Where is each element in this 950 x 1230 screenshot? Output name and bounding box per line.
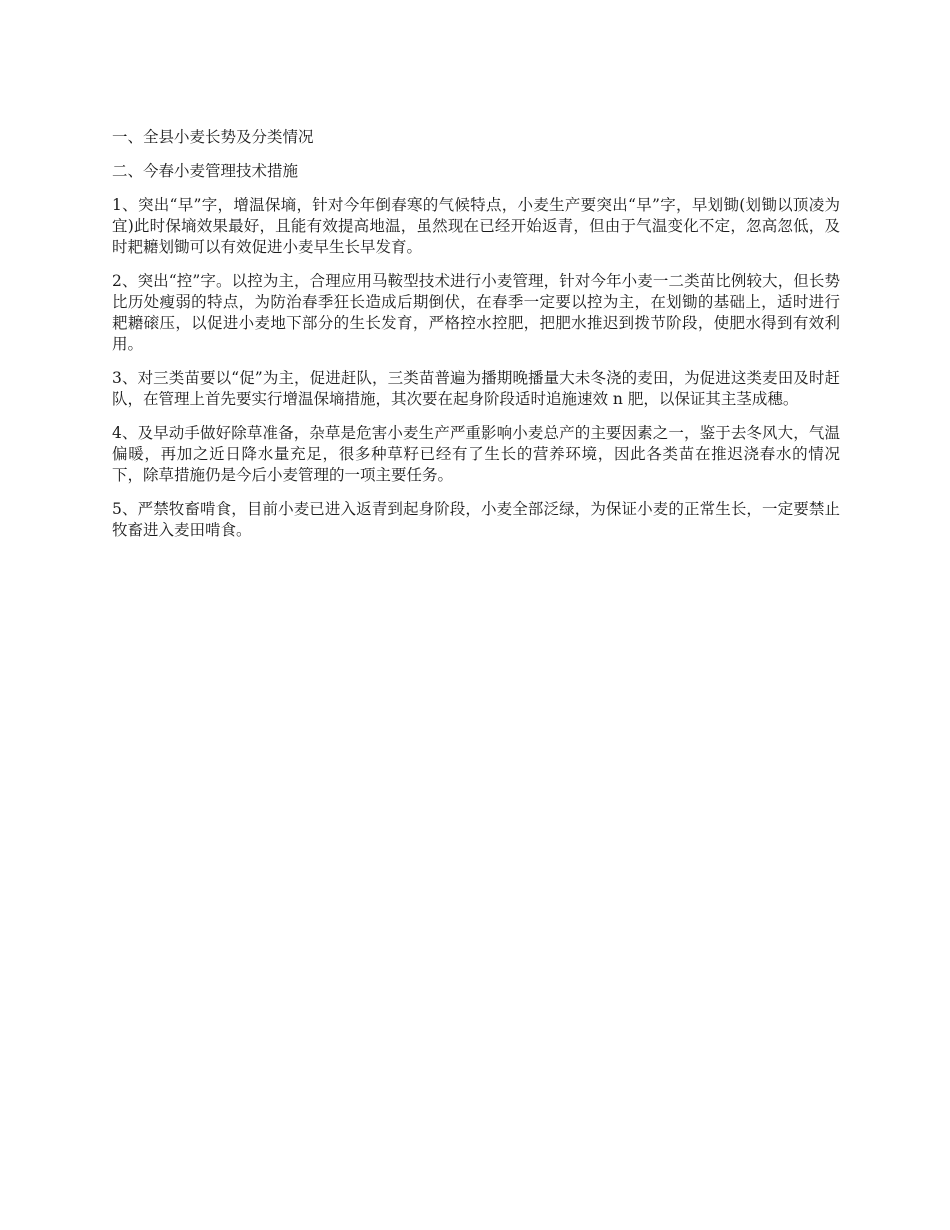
document-body	[112, 127, 840, 554]
paragraph-item-5: 5、严禁牧畜啃食，目前小麦已进入返青到起身阶段，小麦全部泛绿，为保证小麦的正常生长，一定要禁止牧畜进入麦田啃食。	[112, 500, 840, 539]
paragraph-item-3: 3、对三类苗要以“促”为主，促进赶队，三类苗普遍为播期晚播量大未冬浇的麦田，为促进这类麦田及时赶队，在管理上首先要实行增温保墒措施，其次要在起身阶段适时追施速效 n 肥，以保证其主茎成穗。	[112, 369, 840, 408]
section-heading-1: 一、全县小麦长势及分类情况	[112, 128, 314, 146]
paragraph-item-4: 4、及早动手做好除草准备，杂草是危害小麦生产严重影响小麦总产的主要因素之一，鉴于去冬风大，气温偏暖，再加之近日降水量充足，很多种草籽已经有了生长的营养环境，因此各类苗在推迟浇春水的情况下，除草措施仍是今后小麦管理的一项主要任务。	[112, 424, 840, 484]
section-heading-2: 二、今春小麦管理技术措施	[112, 162, 299, 180]
paragraph-item-2: 2、突出“控”字。以控为主，合理应用马鞍型技术进行小麦管理，针对今年小麦一二类苗比例较大，但长势比历处瘦弱的特点，为防治春季狂长造成后期倒伏，在春季一定要以控为主，在划锄的基础上，适时进行耙耱磙压，以促进小麦地下部分的生长发育，严格控水控肥，把肥水推迟到拨节阶段，使肥水得到有效利用。	[112, 272, 840, 353]
paragraph-item-1: 1、突出“早”字，增温保墒，针对今年倒春寒的气候特点，小麦生产要突出“早”字，早划锄(划锄以顶凌为宜)此时保墒效果最好，且能有效提高地温，虽然现在已经开始返青，但由于气温变化不定，忽高忽低，及时耙耱划锄可以有效促进小麦早生长早发育。	[112, 196, 840, 256]
